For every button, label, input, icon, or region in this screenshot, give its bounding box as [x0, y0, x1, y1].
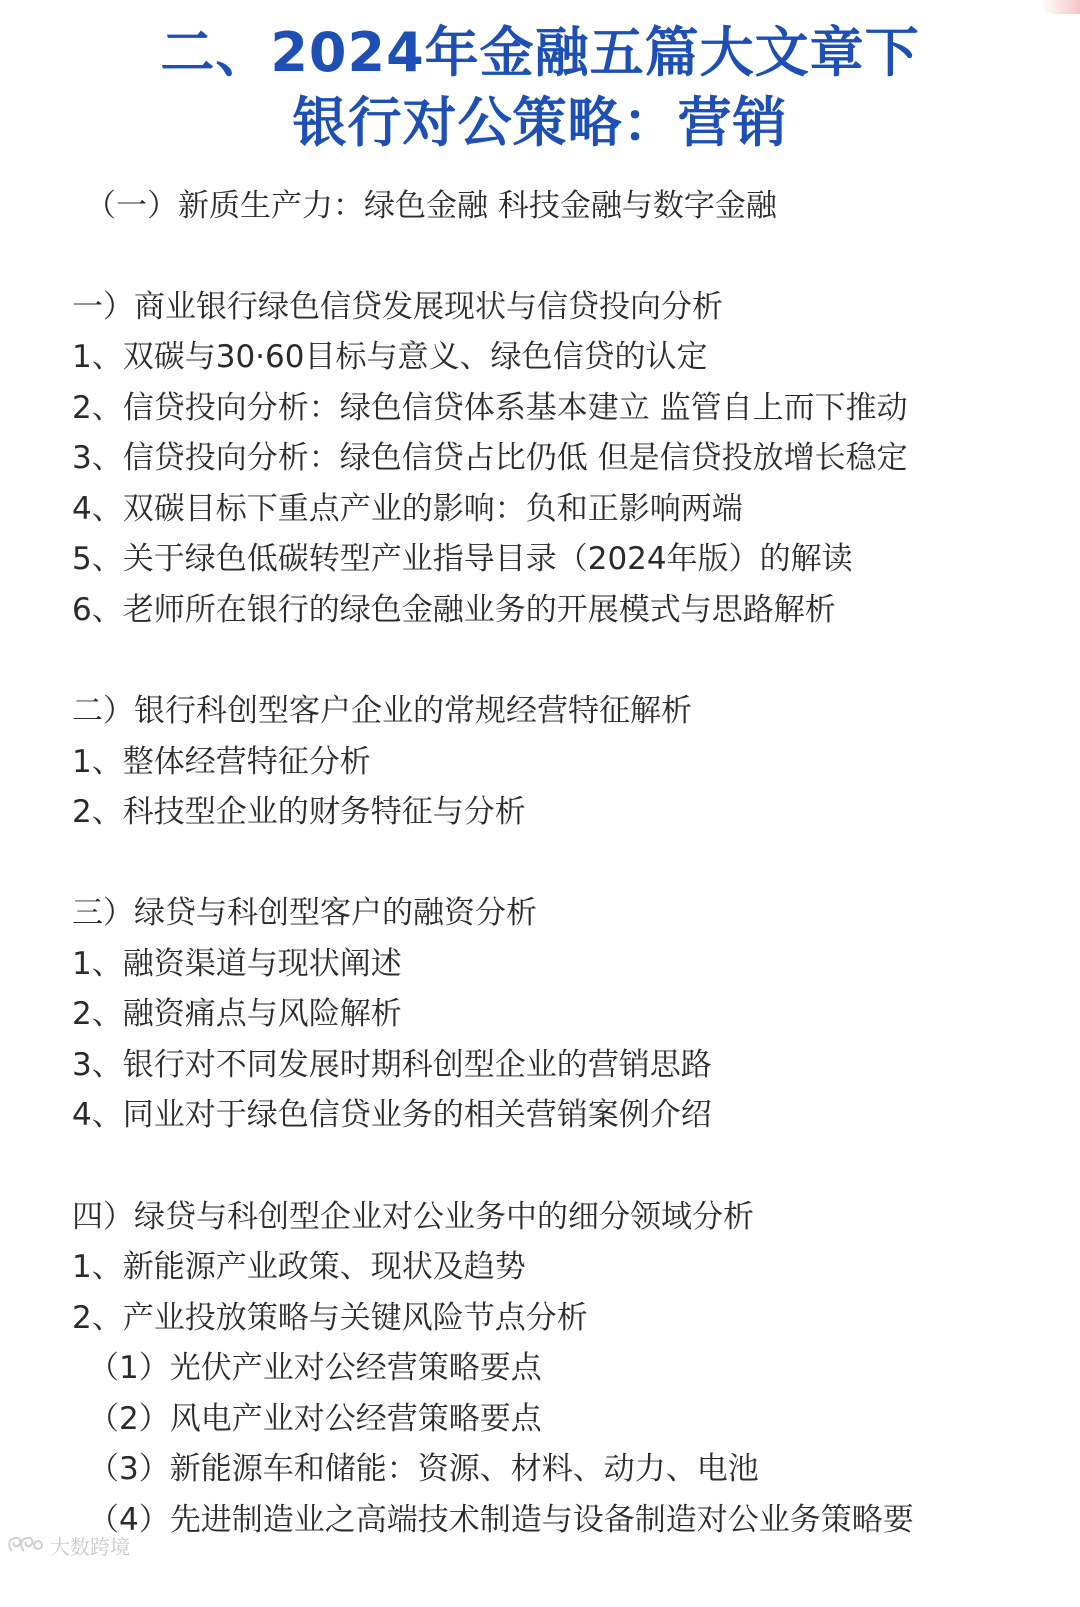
section-1-item-5: 5、关于绿色低碳转型产业指导目录（2024年版）的解读	[72, 541, 853, 577]
section-heading-4: 四）绿贷与科创型企业对公业务中的细分领域分析	[72, 1199, 754, 1235]
page-title-line-1: 二、2024年金融五篇大文章下	[160, 21, 920, 84]
title-block	[0, 18, 1080, 158]
section-4-subitem-3: （3）新能源车和储能：资源、材料、动力、电池	[88, 1451, 759, 1487]
section-heading-3: 三）绿贷与科创型客户的融资分析	[72, 895, 537, 931]
watermark	[6, 1530, 130, 1560]
section-1-item-1: 1、双碳与30·60目标与意义、绿色信贷的认定	[72, 339, 708, 375]
section-4-subitem-4: （4）先进制造业之高端技术制造与设备制造对公业务策略要	[88, 1502, 914, 1538]
section-3-item-4: 4、同业对于绿色信贷业务的相关营销案例介绍	[72, 1097, 712, 1133]
section-2-item-2: 2、科技型企业的财务特征与分析	[72, 794, 526, 830]
brand-logo-icon	[6, 1533, 46, 1557]
section-3-item-3: 3、银行对不同发展时期科创型企业的营销思路	[72, 1047, 712, 1083]
watermark-text: 大数跨境	[50, 1534, 130, 1559]
section-1-item-4: 4、双碳目标下重点产业的影响：负和正影响两端	[72, 491, 743, 527]
section-heading-1: 一）商业银行绿色信贷发展现状与信贷投向分析	[72, 289, 723, 325]
section-1-item-2: 2、信贷投向分析：绿色信贷体系基本建立 监管自上而下推动	[72, 390, 908, 426]
section-4-item-1: 1、新能源产业政策、现状及趋势	[72, 1249, 526, 1285]
page-title-line-2: 银行对公策略：营销	[292, 91, 788, 154]
section-1-item-6: 6、老师所在银行的绿色金融业务的开展模式与思路解析	[72, 592, 836, 628]
section-3-item-1: 1、融资渠道与现状阐述	[72, 946, 402, 982]
section-4-subitem-1: （1）光伏产业对公经营策略要点	[88, 1350, 542, 1386]
section-3-item-2: 2、融资痛点与风险解析	[72, 996, 402, 1032]
corner-decoration	[1040, 0, 1080, 14]
section-4-subitem-2: （2）风电产业对公经营策略要点	[88, 1401, 542, 1437]
section-1-item-3: 3、信贷投向分析：绿色信贷占比仍低 但是信贷投放增长稳定	[72, 440, 908, 476]
section-heading-2: 二）银行科创型客户企业的常规经营特征解析	[72, 693, 692, 729]
outline-subtitle: （一）新质生产力：绿色金融 科技金融与数字金融	[85, 188, 777, 224]
section-2-item-1: 1、整体经营特征分析	[72, 744, 371, 780]
section-4-item-2: 2、产业投放策略与关键风险节点分析	[72, 1300, 588, 1336]
